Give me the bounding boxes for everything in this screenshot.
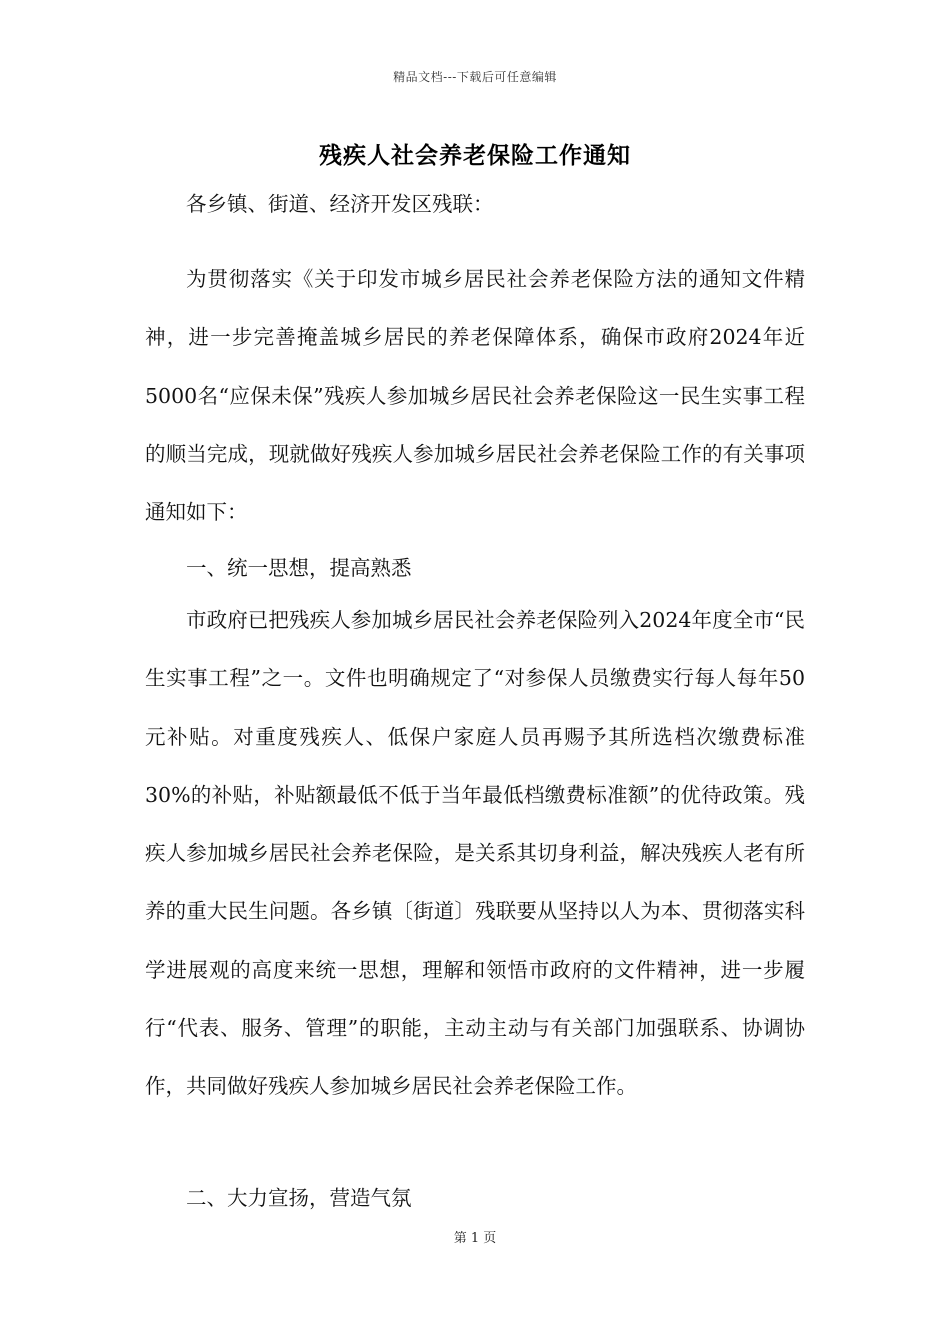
page-number: 第 1 页	[453, 1231, 497, 1246]
salutation-block	[145, 175, 805, 233]
section-1-paragraph: 市政府已把残疾人参加城乡居民社会养老保险列入2024年度全市“民生实事工程”之一。文件也明确规定了“对参保人员缴费实行每人每年50元补贴。对重度残疾人、低保户家庭人员再赐予其所选档次缴费标准30%的补贴，补贴额最低不低于当年最低档缴费标准额”的优待政策。残疾人参加城乡居民社会养老保险，是关系其切身利益，解决残疾人老有所养的重大民生问题。各乡镇〔街道〕残联要从坚持以人为本、贯彻落实科学进展观的高度来统一思想，理解和领悟市政府的文件精神，进一步履行“代表、服务、管理”的职能，主动主动与有关部门加强联系、协调协作，共同做好残疾人参加城乡居民社会养老保险工作。	[145, 608, 805, 1099]
salutation: 各乡镇、街道、经济开发区残联：	[186, 192, 494, 216]
section-1-block	[145, 591, 805, 1116]
page-header-note: 精品文档---下载后可任意编辑	[393, 70, 557, 84]
intro-paragraph: 为贯彻落实《关于印发市城乡居民社会养老保险方法的通知文件精神，进一步完善掩盖城乡居民的养老保障体系，确保市政府2024年近5000名“应保未保”残疾人参加城乡居民社会养老保险这一民生实事工程的顺当完成，现就做好残疾人参加城乡居民社会养老保险工作的有关事项通知如下：	[145, 267, 805, 525]
section-1-heading: 一、统一思想，提高熟悉	[186, 556, 412, 580]
section-2-heading: 二、大力宣扬，营造气氛	[186, 1186, 412, 1210]
document-title: 残疾人社会养老保险工作通知	[319, 142, 631, 169]
intro-block	[145, 250, 805, 541]
